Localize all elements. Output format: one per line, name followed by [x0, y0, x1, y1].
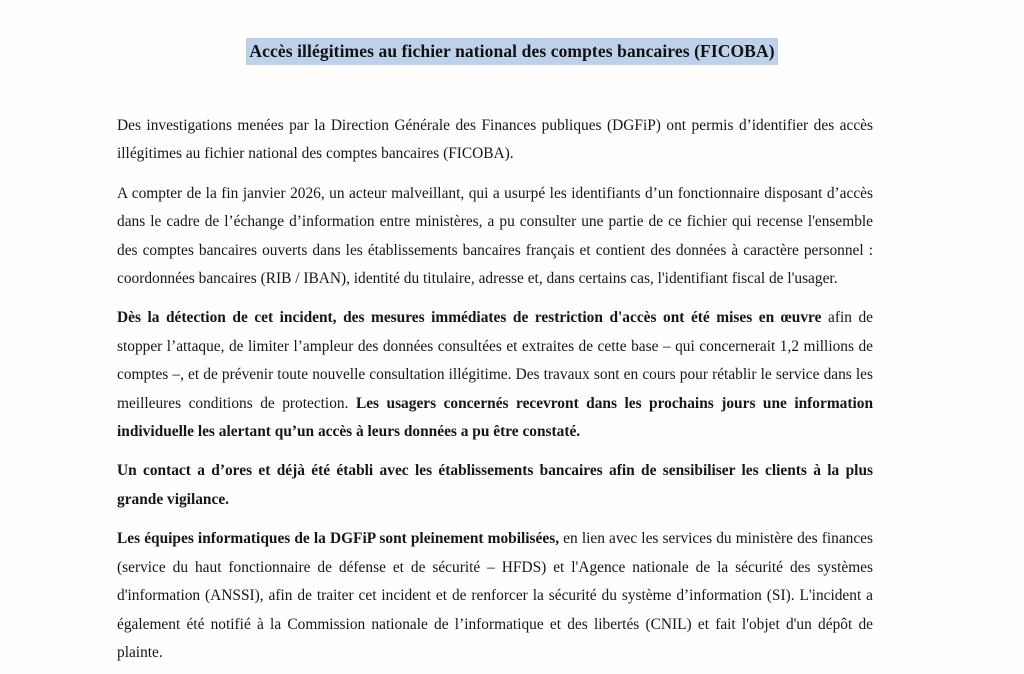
document-title-container — [0, 38, 1024, 65]
paragraph-1 — [117, 112, 873, 169]
paragraph-4-bold-lead: Un contact a d’ores et déjà été établi avec les établissements bancaires afin de sensibiliser les clients à la plus grande vigilance. — [117, 462, 873, 508]
paragraph-2 — [117, 180, 873, 294]
paragraph-3-text: afin de stopper l’attaque, de limiter l’ampleur des données consultées et extraites de cette base – qui concernerait 1,2 millions de comptes –, et de prévenir toute nouvelle consultation illégitime. Des travaux sont en cours pour rétablir le service dans les meilleures conditions de protection. — [117, 309, 873, 412]
paragraph-3-bold-lead: Dès la détection de cet incident, des mesures immédiates de restriction d'accès ont été mises en œuvre — [117, 309, 822, 327]
page-title: Accès illégitimes au fichier national des comptes bancaires (FICOBA) — [246, 38, 777, 65]
paragraph-5-bold-lead: Les équipes informatiques de la DGFiP sont pleinement mobilisées, — [117, 530, 560, 548]
paragraph-5-text: en lien avec les services du ministère des finances (service du haut fonctionnaire de défense et de sécurité – HFDS) et l'Agence nationale de la sécurité des systèmes d'information (ANSSI), afin de traiter cet incident et de renforcer la sécurité du système d’information (SI). L'incident a également été notifié à la Commission nationale de l’informatique et des libertés (CNIL) et fait l'objet d'un dépôt de plainte. — [117, 530, 873, 661]
paragraph-3 — [117, 304, 873, 446]
paragraph-2-text: A compter de la fin janvier 2026, un acteur malveillant, qui a usurpé les identifiants d’un fonctionnaire disposant d’accès dans le cadre de l’échange d’information entre ministères, a pu consulter une partie de ce fichier qui recense l'ensemble des comptes bancaires ouverts dans les établissements bancaires français et contient des données à caractère personnel : coordonnées bancaires (RIB / IBAN), identité du titulaire, adresse et, dans certains cas, l'identifiant fiscal de l'usager. — [117, 184, 873, 288]
paragraph-3-bold-tail: Les usagers concernés recevront dans les prochains jours une information individuelle les alertant qu’un accès à leurs données a pu être constaté. — [117, 394, 874, 441]
paragraph-4 — [117, 457, 873, 514]
paragraph-5 — [117, 525, 873, 667]
document-body — [117, 112, 873, 667]
paragraph-1-text: Des investigations menées par la Direction Générale des Finances publiques (DGFiP) ont permis d’identifier des accès illégitimes au fichier national des comptes bancaires (FICOBA). — [117, 117, 873, 163]
